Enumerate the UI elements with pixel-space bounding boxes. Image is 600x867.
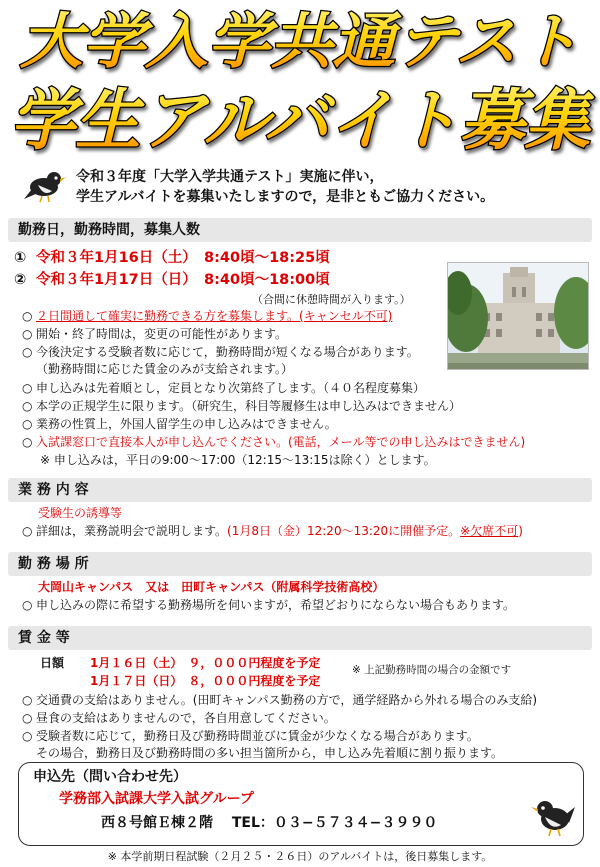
section-heading-duties: 業 務 内 容 — [8, 478, 592, 502]
wage-item-1 — [22, 692, 537, 709]
date-line-1 — [14, 248, 330, 268]
schedule-item-5-text: 本学の正規学生に限ります。（研究生，科目等履修生は申し込みはできません） — [36, 399, 462, 413]
duty-detail — [22, 523, 523, 540]
circle-bullet-icon: ○ — [22, 345, 33, 359]
schedule-item-2-text: 開始・終了時間は，変更の可能性があります。 — [36, 327, 288, 341]
duty-item: 受験生の誘導等 — [38, 506, 123, 520]
contact-address-phone: 西８号館Ｅ棟２階 TEL：０３−５７３４−３９９０ — [101, 815, 438, 831]
schedule-item-1-text: ２日間通して確実に勤務できる方を募集します。(キャンセル不可) — [36, 309, 393, 323]
wage-item-1-text: 交通費の支給はありません。(田町キャンパス勤務の方で，通学経路から外れる場合のみ支給) — [36, 693, 538, 707]
schedule-item-3b: （勤務時間に応じた賃金のみが支給されます。） — [36, 362, 294, 376]
campus-building-photo — [447, 262, 589, 370]
title-svg — [0, 0, 600, 160]
date1-text: 令和３年1月16日（土） 8:40頃〜18:25頃 — [36, 250, 330, 266]
circle-bullet-icon: ○ — [22, 399, 33, 413]
contact-box — [18, 762, 584, 846]
section-heading-schedule: 勤務日，勤務時間，募集人数 — [8, 218, 592, 242]
schedule-item-7-text: 入試課窓口で直接本人が申し込んでください。(電話，メール等での申し込みはできません) — [36, 435, 526, 449]
circle-bullet-icon: ○ — [22, 381, 33, 395]
break-note: （合間に休憩時間が入ります。） — [252, 293, 411, 306]
date1-number: ① — [14, 250, 27, 266]
schedule-item-4-text: 申し込みは先着順とし，定員となり次第終了します。（４０名程度募集） — [36, 381, 426, 395]
circle-bullet-icon: ○ — [22, 693, 33, 707]
swallow-mascot-icon — [531, 793, 575, 837]
duty-detail-mandatory: ※欠席不可 — [460, 524, 519, 538]
location-note-text: 申し込みの際に希望する勤務場所を伺いますが，希望どおりにならない場合もあります。 — [36, 598, 516, 612]
wage-item-3-text: 受験者数に応じて，勤務日及び勤務時間並びに賃金が少なくなる場合があります。 — [36, 729, 479, 743]
wage-item-2-text: 昼食の支給はありませんので，各自用意してください。 — [36, 711, 336, 725]
circle-bullet-icon: ○ — [22, 524, 33, 538]
wage-line-2: 1月１７日（日） ８，０００円程度を予定 — [90, 674, 321, 688]
wage-item-3 — [22, 728, 479, 745]
footer-note: ※ 本学前期日程試験（２月２５・２６日）のアルバイトは，後日募集します。 — [107, 850, 493, 863]
schedule-item-4 — [22, 380, 425, 397]
contact-department: 学務部入試課大学入試グループ — [59, 791, 254, 807]
location-note — [22, 597, 515, 614]
wage-item-2 — [22, 710, 336, 727]
title-banner — [0, 0, 600, 160]
date2-text: 令和３年1月17日（日） 8:40頃〜18:00頃 — [36, 272, 330, 288]
circle-bullet-icon: ○ — [22, 711, 33, 725]
title-line1: 大学入学共通テスト — [20, 7, 580, 77]
daily-wage-label: 日額 — [40, 656, 65, 670]
title-line2: 学生アルバイト募集 — [10, 82, 595, 159]
schedule-item-8: ※ 申し込みは，平日の9:00〜17:00（12:15〜13:15は除く）とします。 — [40, 453, 436, 467]
duty-detail-red: (1月8日（金）12:20〜13:20に開催予定。 — [227, 524, 461, 538]
intro-line1: 令和３年度「大学入学共通テスト」実施に伴い， — [76, 169, 384, 185]
duty-detail-prefix: 詳細は，業務説明会で説明します。 — [36, 524, 228, 538]
date-line-2 — [14, 270, 330, 290]
section-heading-wages: 賃 金 等 — [8, 626, 592, 650]
schedule-item-5 — [22, 398, 461, 415]
schedule-item-6-text: 業務の性質上，外国人留学生の申し込みはできません。 — [36, 417, 337, 431]
schedule-item-3-text: 今後決定する受験者数に応じて，勤務時間が短くなる場合があります。 — [36, 345, 419, 359]
schedule-item-3 — [22, 344, 419, 361]
circle-bullet-icon: ○ — [22, 309, 33, 323]
work-location: 大岡山キャンパス 又は 田町キャンパス（附属科学技術高校） — [38, 580, 385, 594]
circle-bullet-icon: ○ — [22, 327, 33, 341]
wage-line-1: 1月１６日（土） ９，０００円程度を予定 — [90, 656, 321, 670]
schedule-item-1 — [22, 308, 392, 325]
intro-text — [76, 167, 494, 207]
schedule-item-7 — [22, 434, 525, 451]
circle-bullet-icon: ○ — [22, 729, 33, 743]
duty-detail-end: ) — [518, 524, 523, 538]
intro-block — [18, 165, 588, 211]
circle-bullet-icon: ○ — [22, 417, 33, 431]
section-heading-location: 勤 務 場 所 — [8, 552, 592, 576]
wage-item-3b: その場合，勤務日及び勤務時間の多い担当箇所から，申し込み先着順に割り振ります。 — [36, 746, 504, 760]
intro-line2: 学生アルバイトを募集いたしますので，是非ともご協力ください。 — [76, 189, 495, 205]
schedule-item-6 — [22, 416, 337, 433]
swallow-mascot-icon — [24, 167, 66, 203]
contact-heading: 申込先（問い合わせ先） — [33, 769, 187, 785]
wage-note: ※ 上記勤務時間の場合の金額です — [352, 664, 512, 676]
circle-bullet-icon: ○ — [22, 598, 33, 612]
schedule-item-2 — [22, 326, 287, 343]
date2-number: ② — [14, 272, 27, 288]
circle-bullet-icon: ○ — [22, 435, 33, 449]
